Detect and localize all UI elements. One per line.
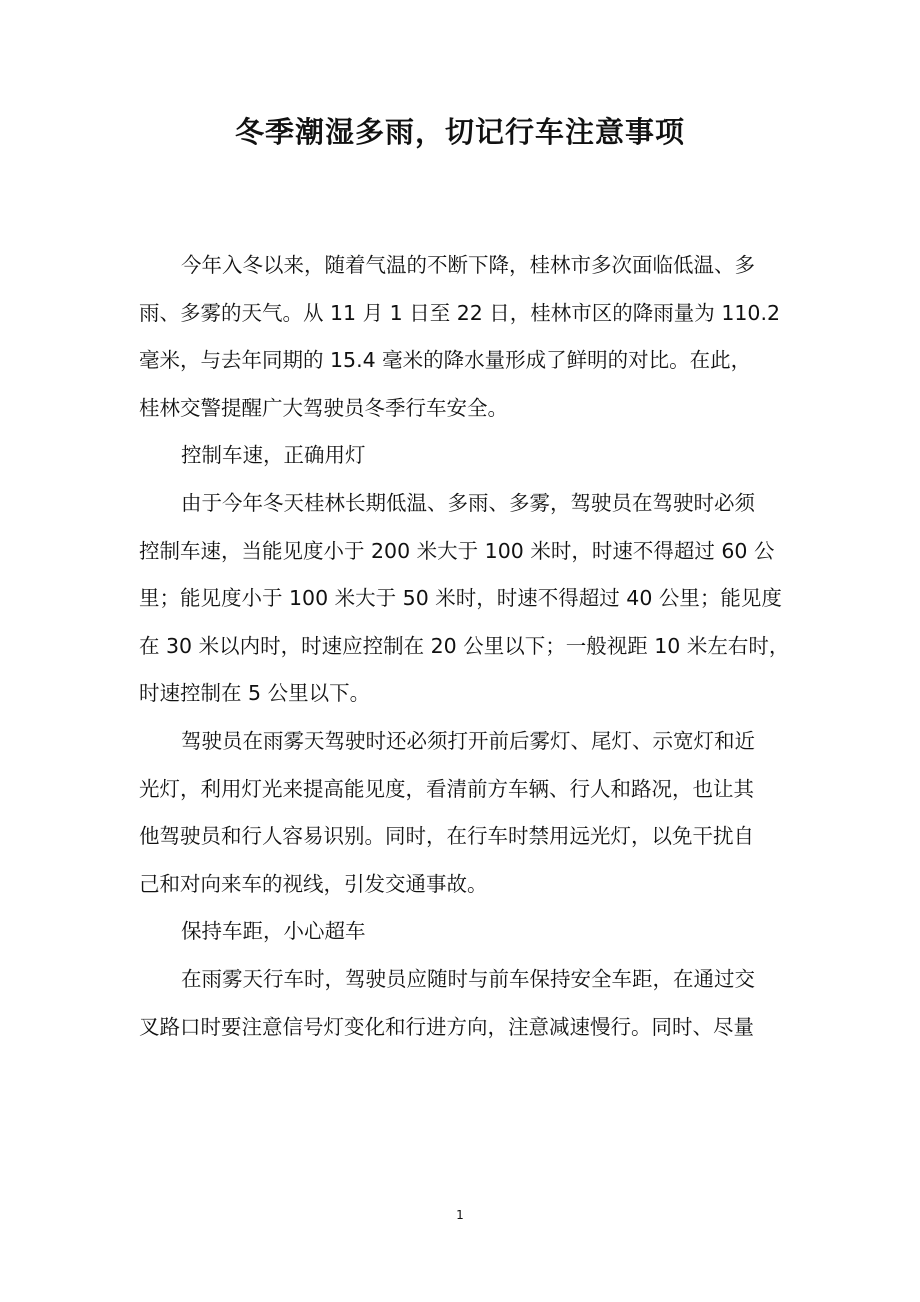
paragraph-line: 在雨雾天行车时，驾驶员应随时与前车保持安全车距，在通过交 <box>181 966 755 991</box>
paragraph-line: 光灯，利用灯光来提高能见度，看清前方车辆、行人和路况，也让其 <box>139 776 754 801</box>
paragraph-line: 今年入冬以来，随着气温的不断下降，桂林市多次面临低温、多 <box>181 253 755 277</box>
paragraph-line: 控制车速，当能见度小于 200 米大于 100 米时，时速不得超过 60 公 <box>139 538 775 563</box>
section-heading: 保持车距，小心超车 <box>181 919 366 944</box>
page-number: 1 <box>456 1208 464 1222</box>
paragraph-line: 雨、多雾的天气。从 11 月 1 日至 22 日，桂林市区的降雨量为 110.2 <box>139 300 781 325</box>
paragraph-line: 由于今年冬天桂林长期低温、多雨、多雾，驾驶员在驾驶时必须 <box>181 490 755 515</box>
document-title: 冬季潮湿多雨，切记行车注意事项 <box>234 115 685 149</box>
paragraph-line: 他驾驶员和行人容易识别。同时，在行车时禁用远光灯，以免干扰自 <box>139 824 754 849</box>
paragraph-line: 毫米，与去年同期的 15.4 毫米的降水量形成了鲜明的对比。在此， <box>139 348 752 373</box>
paragraph-line: 叉路口时要注意信号灯变化和行进方向，注意减速慢行。同时、尽量 <box>139 1014 754 1039</box>
paragraph-line: 己和对向来车的视线，引发交通事故。 <box>139 871 488 896</box>
paragraph-line: 驾驶员在雨雾天驾驶时还必须打开前后雾灯、尾灯、示宽灯和近 <box>181 728 755 753</box>
document-body <box>139 245 799 1054</box>
section-heading: 控制车速，正确用灯 <box>181 443 366 468</box>
paragraph-line: 里；能见度小于 100 米大于 50 米时，时速不得超过 40 公里；能见度 <box>139 586 782 611</box>
paragraph-line: 桂林交警提醒广大驾驶员冬季行车安全。 <box>139 395 508 420</box>
paragraph-line: 在 30 米以内时，时速应控制在 20 公里以下；一般视距 10 米左右时， <box>139 633 790 658</box>
paragraph-line: 时速控制在 5 公里以下。 <box>139 681 371 706</box>
